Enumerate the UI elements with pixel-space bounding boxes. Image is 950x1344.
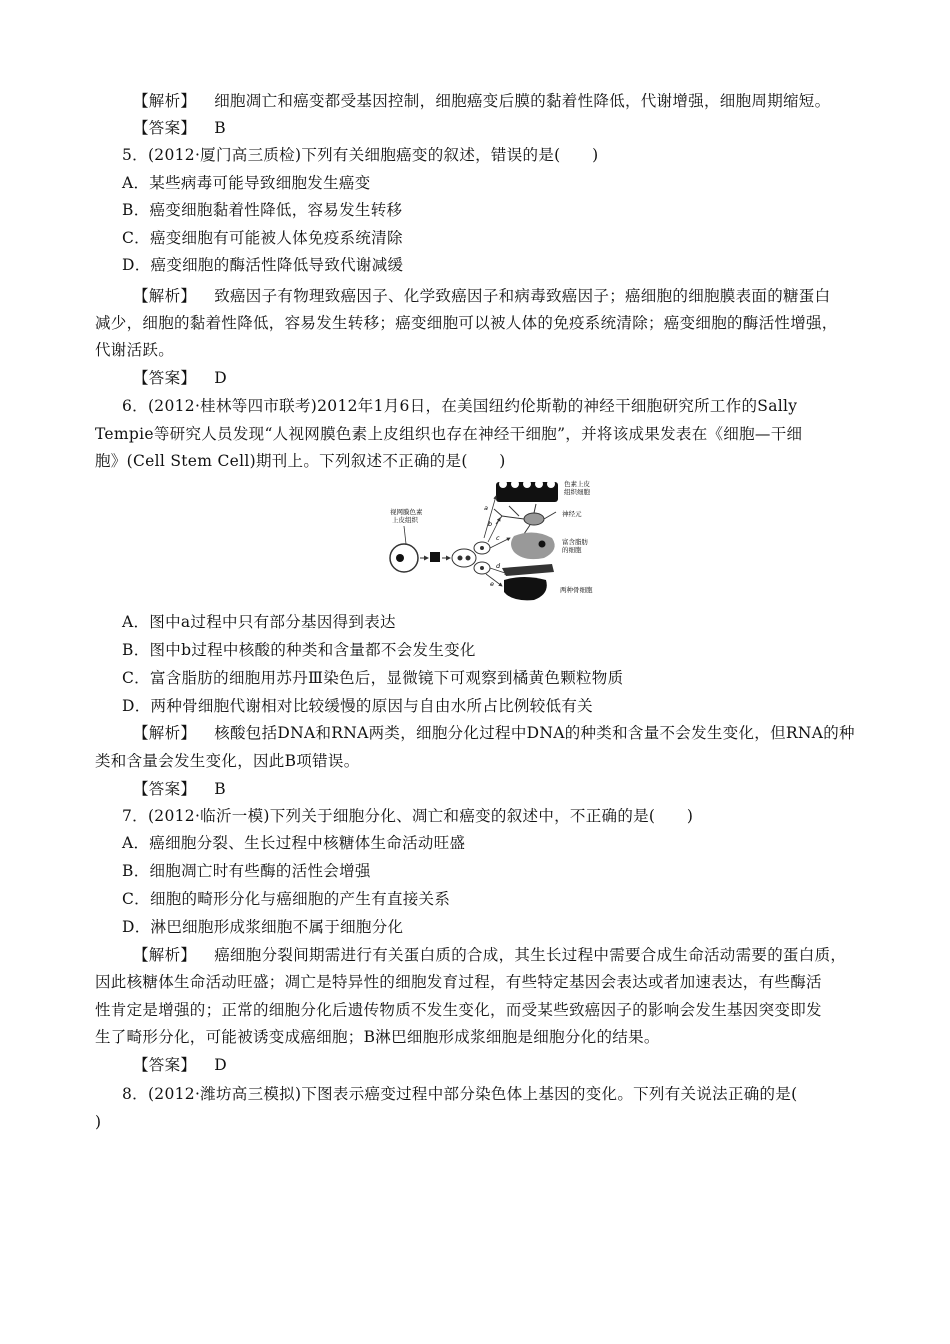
answer-label: 【答案】: [133, 369, 197, 387]
q4-answer-value: B: [214, 119, 226, 137]
analysis-label: 【解析】: [133, 946, 197, 964]
neuron-cell: [494, 504, 556, 534]
q7-answer: [133, 1055, 227, 1075]
arrow-d-label: d: [496, 562, 501, 570]
q7-analysis-line-2: 因此核糖体生命活动旺盛；凋亡是特异性的细胞发育过程，有些特定基因会表达或者加速表达，有些酶活: [95, 973, 822, 991]
q7-answer-value: D: [214, 1056, 227, 1074]
q6-analysis-line-1: [133, 723, 855, 743]
q4-analysis: [133, 91, 830, 111]
source-label-1: 视网膜色素: [390, 508, 423, 516]
q5-stem: 5．(2012·厦门高三质检)下列有关细胞癌变的叙述，错误的是( ): [122, 146, 599, 164]
bone-cells: [502, 564, 554, 600]
source-label-2: 上皮组织: [392, 516, 418, 524]
label-pigment-1: 色素上皮: [564, 480, 590, 488]
arrow-e-label: e: [490, 580, 494, 588]
q7-stem: 7．(2012·临沂一模)下列关于细胞分化、凋亡和癌变的叙述中，不正确的是( ): [122, 807, 694, 825]
pigment-epithelium-cells: [496, 480, 558, 502]
q6-option-a: A．图中a过程中只有部分基因得到表达: [122, 613, 396, 631]
q7-analysis-line-4: 生了畸形分化，可能被诱变成癌细胞；B淋巴细胞形成浆细胞是细胞分化的结果。: [95, 1028, 660, 1046]
arrow-a-label: a: [484, 504, 488, 512]
q7-analysis-line-3: 性肯定是增强的；正常的细胞分化后遗传物质不发生变化，而受某些致癌因子的影响会发生基因突变即发: [95, 1001, 822, 1019]
q5-analysis-line-1: [133, 286, 830, 306]
q6-answer-value: B: [214, 780, 226, 798]
answer-label: 【答案】: [133, 780, 197, 798]
q8-stem-line-2: ): [95, 1113, 102, 1131]
analysis-label: 【解析】: [133, 724, 197, 742]
cell-differentiation-figure: [384, 476, 632, 606]
q7-option-a: A．癌细胞分裂、生长过程中核糖体生命活动旺盛: [122, 834, 466, 852]
q7-option-c: C．细胞的畸形分化与癌细胞的产生有直接关系: [122, 890, 451, 908]
q5-option-a: A．某些病毒可能导致细胞发生癌变: [122, 174, 371, 192]
q8-stem-line-1: 8．(2012·潍坊高三模拟)下图表示癌变过程中部分染色体上基因的变化。下列有关说法正确的是(: [122, 1085, 798, 1103]
q6-stem-line-1: 6．(2012·桂林等四市联考)2012年1月6日，在美国纽约伦斯勒的神经干细胞研究所工作的Sally: [122, 397, 798, 415]
q5-option-b: B．癌变细胞黏着性降低，容易发生转移: [122, 201, 403, 219]
q7-option-b: B．细胞凋亡时有些酶的活性会增强: [122, 862, 371, 880]
q7-analysis-text-1: 癌细胞分裂间期需进行有关蛋白质的合成，其生长过程中需要合成生命活动需要的蛋白质，: [214, 946, 847, 964]
label-fat-2: 的细胞: [562, 546, 582, 554]
label-pigment-2: 组织细胞: [564, 488, 590, 496]
q5-answer-value: D: [214, 369, 227, 387]
q6-analysis-text-1: 核酸包括DNA和RNA两类，细胞分化过程中DNA的种类和含量不会发生变化，但RNA的种: [214, 724, 855, 742]
q5-analysis-text-1: 致癌因子有物理致癌因子、化学致癌因子和病毒致癌因子；癌细胞的细胞膜表面的糖蛋白: [214, 287, 831, 305]
fat-cell: [511, 532, 555, 559]
q6-analysis-line-2: 类和含量会发生变化，因此B项错误。: [95, 752, 360, 770]
q6-stem-line-2: Tempie等研究人员发现“人视网膜色素上皮组织也存在神经干细胞”，并将该成果发表在《细胞—干细: [95, 425, 803, 443]
q7-option-d: D．淋巴细胞形成浆细胞不属于细胞分化: [122, 918, 404, 936]
analysis-label: 【解析】: [133, 287, 197, 305]
q5-analysis-line-3: 代谢活跃。: [95, 341, 175, 359]
label-neuron: 神经元: [562, 510, 582, 518]
answer-label: 【答案】: [133, 1056, 197, 1074]
q6-option-c: C．富含脂肪的细胞用苏丹Ⅲ染色后，显微镜下可观察到橘黄色颗粒物质: [122, 669, 624, 687]
q6-option-d: D．两种骨细胞代谢相对比较缓慢的原因与自由水所占比例较低有关: [122, 697, 593, 715]
label-fat-1: 富含脂肪: [562, 538, 588, 546]
analysis-label: 【解析】: [133, 92, 197, 110]
q5-answer: [133, 368, 227, 388]
stem-cells: [452, 542, 490, 574]
q5-option-c: C．癌变细胞有可能被人体免疫系统清除: [122, 229, 403, 247]
q6-answer: [133, 779, 226, 799]
arrow-b-label: b: [488, 520, 493, 528]
isolated-cell: [430, 552, 440, 562]
q6-stem-line-3: 胞》(Cell Stem Cell)期刊上。下列叙述不正确的是( ): [95, 452, 506, 470]
answer-label: 【答案】: [133, 119, 197, 137]
label-bone: 两种骨细胞: [560, 586, 593, 594]
q5-option-d: D．癌变细胞的酶活性降低导致代谢减缓: [122, 256, 404, 274]
eye-icon: [390, 526, 418, 572]
q4-analysis-text: 细胞凋亡和癌变都受基因控制，细胞癌变后膜的黏着性降低，代谢增强，细胞周期缩短。: [214, 92, 831, 110]
q6-option-b: B．图中b过程中核酸的种类和含量都不会发生变化: [122, 641, 476, 659]
q5-analysis-line-2: 减少，细胞的黏着性降低，容易发生转移；癌变细胞可以被人体的免疫系统清除；癌变细胞的酶活性增强，: [95, 314, 838, 332]
q4-answer: [133, 118, 226, 138]
q7-analysis-line-1: [133, 945, 846, 965]
arrow-c-label: c: [496, 534, 500, 542]
